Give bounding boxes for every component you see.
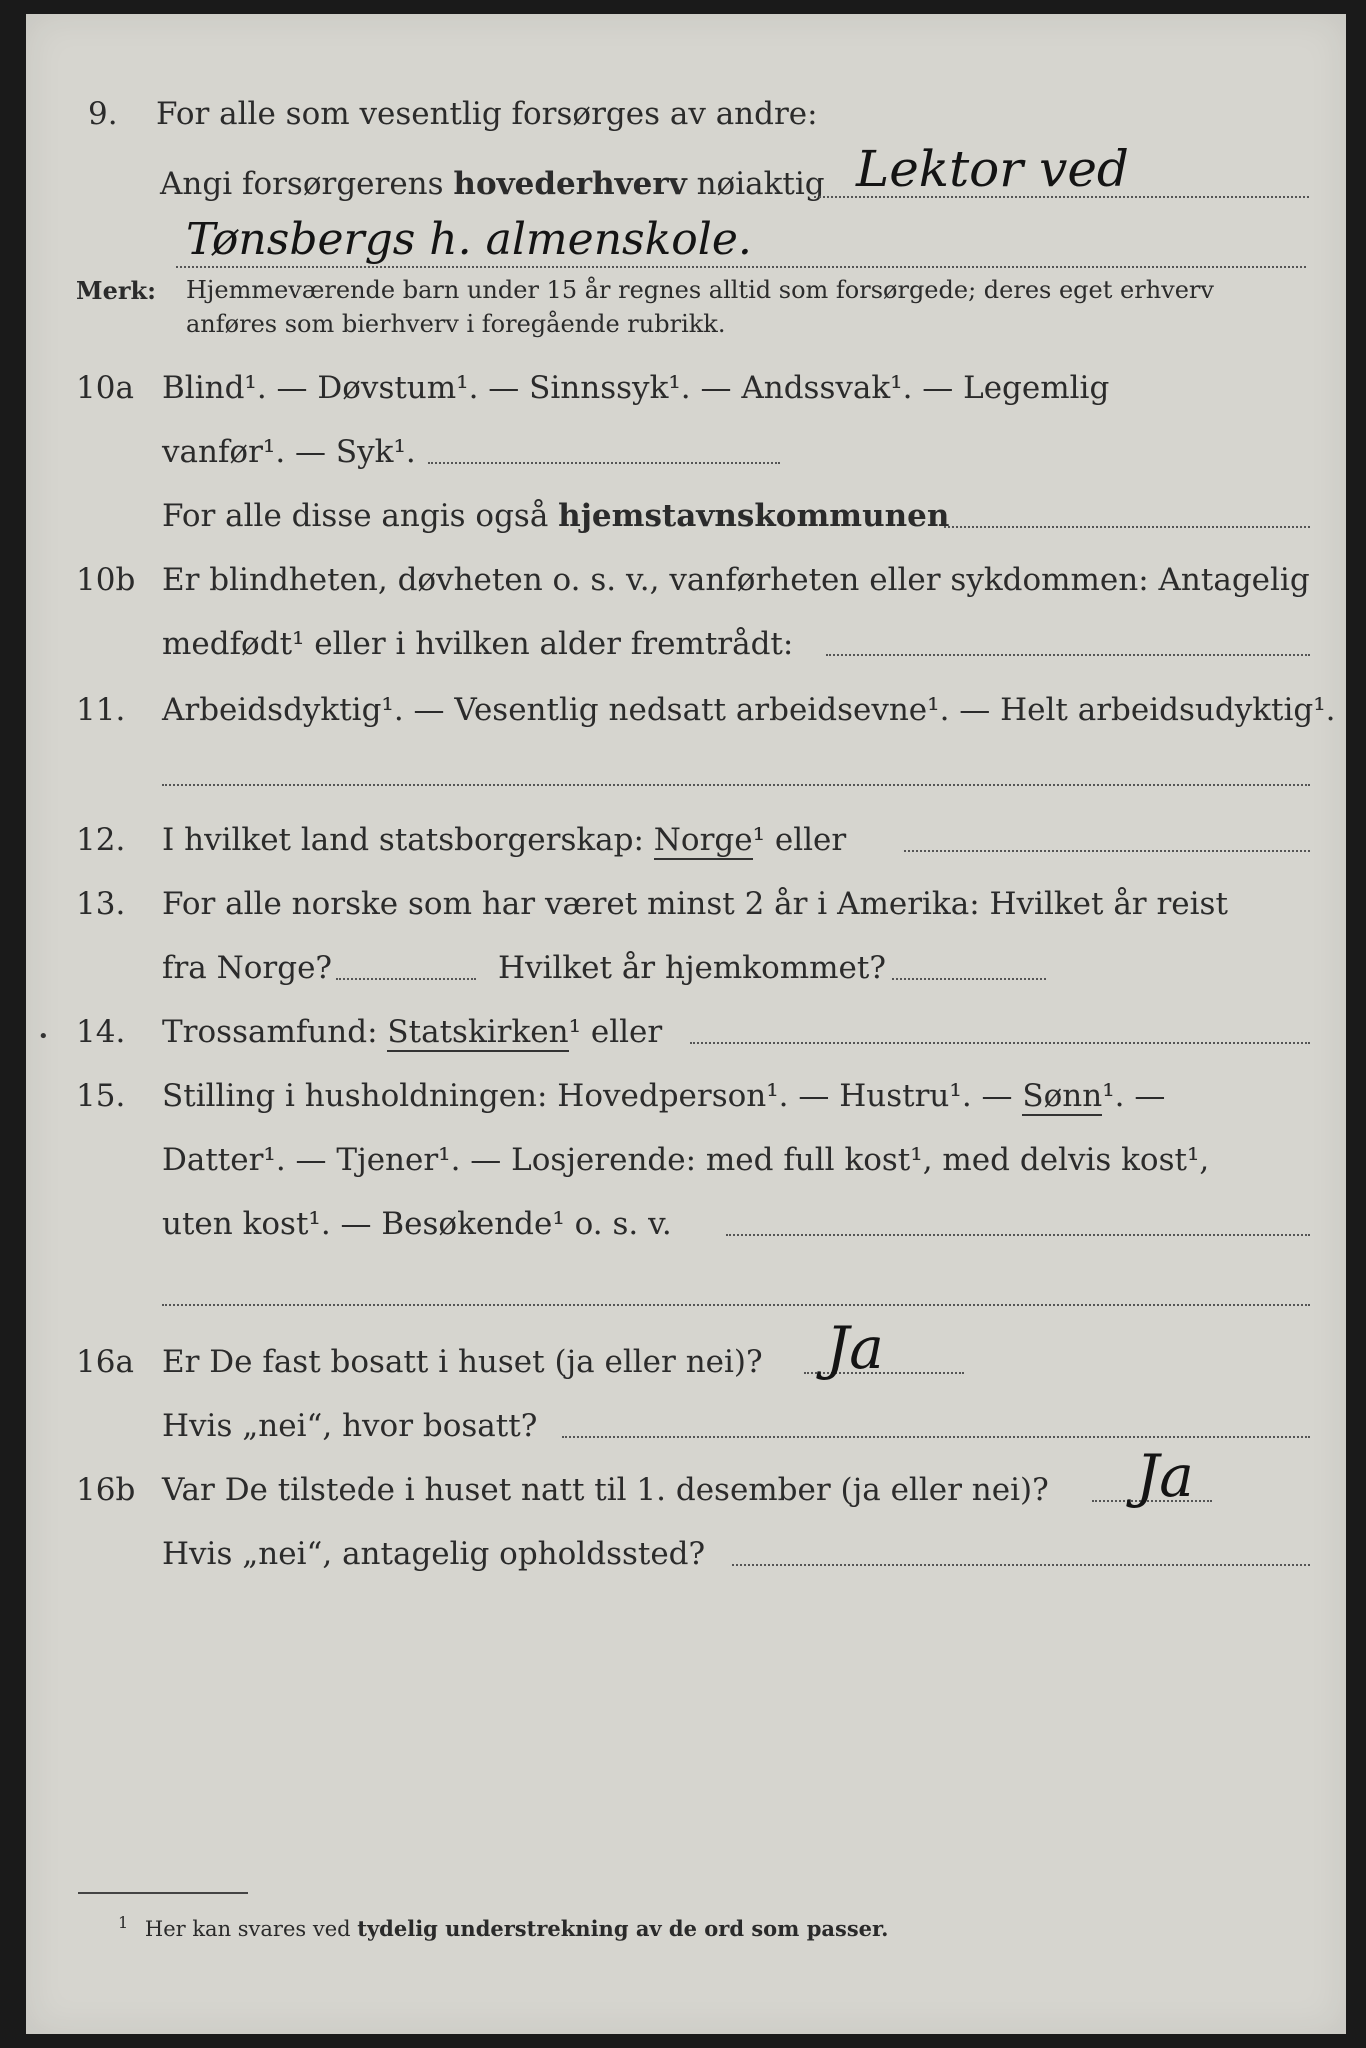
q9-number: 9. <box>88 96 118 132</box>
census-form-page <box>26 14 1346 2034</box>
q9-handwritten-answer-2: Tønsbergs h. almenskole. <box>186 214 752 265</box>
footnote-rule <box>78 1892 248 1894</box>
q14-underlined-answer: Statskirken <box>387 1014 569 1050</box>
q9-title: For alle som vesentlig forsørges av andre: <box>156 96 818 132</box>
footnote-marker: 1 <box>118 1913 129 1932</box>
q16b-opholdssted-line <box>732 1564 1310 1566</box>
q13-reist-line <box>336 978 476 980</box>
q14-line: Trossamfund: Statskirken¹ eller <box>162 1014 663 1050</box>
q16a-line-2: Hvis „nei“, hvor bosatt? <box>162 1408 538 1444</box>
q16a-handwritten-answer: Ja <box>826 1314 884 1382</box>
q10a-line-2: vanfør¹. — Syk¹. <box>162 434 416 470</box>
merk-line-2: anføres som bierhverv i foregående rubrikk. <box>186 310 726 338</box>
q10b-answer-line <box>826 654 1310 656</box>
q13-hjemkommet-line <box>892 978 1046 980</box>
q12-line: I hvilket land statsborgerskap: Norge¹ eller <box>162 822 847 858</box>
footnote: $^1$ Her kan svares ved tydelig understrekning av de ord som passer. <box>118 1913 889 1941</box>
q12-number: 12. <box>76 822 126 858</box>
q13-number: 13. <box>76 886 126 922</box>
q16b-line-1: Var De tilstede i huset natt til 1. desember (ja eller nei)? <box>162 1472 1049 1508</box>
q10b-line-2: medfødt¹ eller i hvilken alder fremtrådt: <box>162 626 794 662</box>
q14-answer-line <box>690 1042 1310 1044</box>
q9-answer-line-2 <box>176 266 1306 268</box>
q15-underlined-answer: Sønn <box>1022 1078 1103 1114</box>
q16b-line-2: Hvis „nei“, antagelig opholdssted? <box>162 1536 706 1572</box>
q14-number: 14. <box>76 1014 126 1050</box>
merk-label: Merk: <box>76 276 156 305</box>
q10a-line-1: Blind¹. — Døvstum¹. — Sinnssyk¹. — Andssvak¹. — Legemlig <box>162 370 1110 406</box>
q16b-number: 16b <box>76 1472 136 1508</box>
q11-number: 11. <box>76 692 126 728</box>
q13-line-2b: Hvilket år hjemkommet? <box>498 950 886 986</box>
q12-answer-line <box>904 850 1310 852</box>
q10b-line-1: Er blindheten, døvheten o. s. v., vanførheten eller sykdommen: Antagelig <box>162 562 1310 598</box>
q15-answer-line-1 <box>726 1234 1310 1236</box>
q15-line-1: Stilling i husholdningen: Hovedperson¹. — Hustru¹. — Sønn¹. — <box>162 1078 1166 1114</box>
q10a-syk-line <box>428 462 780 464</box>
q10b-number: 10b <box>76 562 136 598</box>
q16a-bosatt-line <box>562 1436 1310 1438</box>
merk-line-1: Hjemmeværende barn under 15 år regnes alltid som forsørgede; deres eget erhverv <box>186 276 1214 304</box>
q9-handwritten-answer-1: Lektor ved <box>856 140 1129 198</box>
q16b-handwritten-answer: Ja <box>1136 1442 1194 1510</box>
q15-line-3: uten kost¹. — Besøkende¹ o. s. v. <box>162 1206 672 1242</box>
q16a-number: 16a <box>76 1344 134 1380</box>
q12-underlined-answer: Norge <box>653 822 753 858</box>
q9-prompt: Angi forsørgerens hovederhverv nøiaktig <box>160 166 825 202</box>
q10a-hjemstavn-line <box>944 526 1310 528</box>
margin-dot-mark: • <box>38 1026 49 1047</box>
q13-line-2a: fra Norge? <box>162 950 333 986</box>
q15-answer-line-2 <box>162 1304 1310 1306</box>
q10a-number: 10a <box>76 370 134 406</box>
q16a-line-1: Er De fast bosatt i huset (ja eller nei)? <box>162 1344 763 1380</box>
q15-number: 15. <box>76 1078 126 1114</box>
q10a-line-3: For alle disse angis også hjemstavnskommunen <box>162 498 950 534</box>
q13-line-1: For alle norske som har været minst 2 år i Amerika: Hvilket år reist <box>162 886 1228 922</box>
q11-line-1: Arbeidsdyktig¹. — Vesentlig nedsatt arbeidsevne¹. — Helt arbeidsudyktig¹. <box>162 692 1336 728</box>
q11-answer-line <box>162 784 1310 786</box>
q15-line-2: Datter¹. — Tjener¹. — Losjerende: med full kost¹, med delvis kost¹, <box>162 1142 1210 1178</box>
